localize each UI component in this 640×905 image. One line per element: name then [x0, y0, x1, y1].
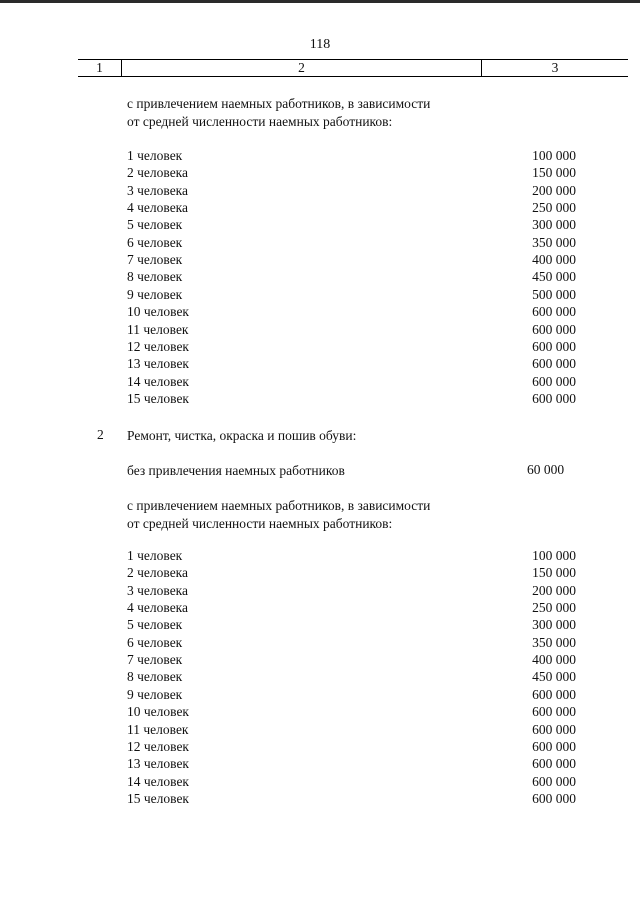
- row-label: 3 человека: [127, 182, 189, 198]
- row-value: 200 000: [532, 582, 576, 598]
- section2-no-workers-label: без привлечения наемных работников: [127, 463, 345, 478]
- row-value: 250 000: [532, 600, 576, 616]
- row-label: 4 человека: [127, 600, 189, 616]
- list-item: [127, 216, 576, 233]
- row-label: 14 человек: [127, 373, 189, 389]
- list-item: [127, 738, 576, 755]
- list-item: [127, 303, 576, 320]
- section1-intro-line2: от средней численности наемных работников:: [127, 114, 393, 129]
- row-label: 9 человек: [127, 286, 183, 302]
- row-label: 6 человек: [127, 234, 183, 250]
- row-value: 200 000: [532, 182, 576, 198]
- list-item: [127, 755, 576, 772]
- row-value: 600 000: [532, 373, 576, 389]
- header-col-1: 1: [96, 60, 103, 75]
- list-item: [127, 773, 576, 790]
- row-value: 600 000: [532, 390, 576, 406]
- row-value: 350 000: [532, 234, 576, 250]
- row-value: 600 000: [532, 686, 576, 702]
- row-label: 2 человека: [127, 165, 189, 181]
- row-value: 600 000: [532, 790, 576, 806]
- section1-intro-line1: с привлечением наемных работников, в зависимости: [127, 96, 431, 111]
- row-label: 7 человек: [127, 652, 183, 668]
- row-value: 300 000: [532, 617, 576, 633]
- row-label: 10 человек: [127, 304, 189, 320]
- row-label: 12 человек: [127, 338, 189, 354]
- row-value: 600 000: [532, 773, 576, 789]
- row-value: 600 000: [532, 304, 576, 320]
- row-value: 600 000: [532, 321, 576, 337]
- list-item: [127, 268, 576, 285]
- row-value: 350 000: [532, 634, 576, 650]
- header-col-2: 2: [298, 60, 305, 75]
- list-item: [127, 564, 576, 581]
- row-label: 13 человек: [127, 356, 189, 372]
- row-label: 8 человек: [127, 269, 183, 285]
- row-label: 1 человек: [127, 548, 183, 563]
- row-value: 150 000: [532, 565, 576, 581]
- row-label: 9 человек: [127, 686, 183, 702]
- row-value: 100 000: [532, 148, 576, 163]
- row-label: 3 человека: [127, 582, 189, 598]
- row-label: 5 человек: [127, 217, 183, 233]
- row-label: 14 человек: [127, 773, 189, 789]
- list-item: [127, 634, 576, 651]
- list-item: [127, 599, 576, 616]
- list-item: [127, 703, 576, 720]
- row-value: 600 000: [532, 738, 576, 754]
- list-item: [127, 182, 576, 199]
- list-item: [127, 321, 576, 338]
- row-label: 10 человек: [127, 704, 189, 720]
- page-number: 118: [309, 37, 331, 52]
- list-item: [127, 721, 576, 738]
- row-label: 12 человек: [127, 738, 189, 754]
- list-item: [127, 686, 576, 703]
- list-item: [127, 251, 576, 268]
- list-item: [127, 616, 576, 633]
- list-item: [127, 164, 576, 181]
- row-value: 600 000: [532, 756, 576, 772]
- list-item: [127, 338, 576, 355]
- list-item: [127, 199, 576, 216]
- row-value: 450 000: [532, 669, 576, 685]
- row-value: 400 000: [532, 252, 576, 268]
- list-item: [127, 547, 576, 564]
- header-col-3: 3: [551, 60, 559, 75]
- row-label: 7 человек: [127, 252, 183, 268]
- section2-number: 2: [97, 427, 104, 442]
- row-value: 600 000: [532, 356, 576, 372]
- section2-no-workers-value: 60 000: [527, 462, 565, 477]
- list-item: [127, 234, 576, 251]
- section2-intro-line2: от средней численности наемных работников:: [127, 516, 393, 531]
- row-value: 250 000: [532, 200, 576, 216]
- row-label: 2 человека: [127, 565, 189, 581]
- list-item: [127, 790, 576, 807]
- list-item: [127, 286, 576, 303]
- row-label: 15 человек: [127, 790, 189, 806]
- row-label: 11 человек: [127, 321, 189, 337]
- row-value: 400 000: [532, 652, 576, 668]
- list-item: [127, 390, 576, 407]
- list-item: [127, 373, 576, 390]
- row-value: 150 000: [532, 165, 576, 181]
- row-label: 13 человек: [127, 756, 189, 772]
- list-item: [127, 147, 576, 164]
- row-value: 100 000: [532, 548, 576, 563]
- scan-top-edge: [0, 0, 640, 3]
- row-value: 500 000: [532, 286, 576, 302]
- row-label: 8 человек: [127, 669, 183, 685]
- list-item: [127, 582, 576, 599]
- row-label: 4 человека: [127, 200, 189, 216]
- row-label: 11 человек: [127, 721, 189, 737]
- row-value: 600 000: [532, 704, 576, 720]
- row-label: 15 человек: [127, 390, 189, 406]
- section2-intro-line1: с привлечением наемных работников, в зависимости: [127, 498, 431, 513]
- row-label: 5 человек: [127, 617, 183, 633]
- section2-title: Ремонт, чистка, окраска и пошив обуви:: [127, 428, 357, 443]
- list-item: [127, 668, 576, 685]
- row-label: 1 человек: [127, 148, 183, 163]
- header-bottom-rule: [78, 76, 628, 77]
- list-item: [127, 355, 576, 372]
- row-value: 600 000: [532, 338, 576, 354]
- row-label: 6 человек: [127, 634, 183, 650]
- row-value: 600 000: [532, 721, 576, 737]
- row-value: 300 000: [532, 217, 576, 233]
- row-value: 450 000: [532, 269, 576, 285]
- list-item: [127, 651, 576, 668]
